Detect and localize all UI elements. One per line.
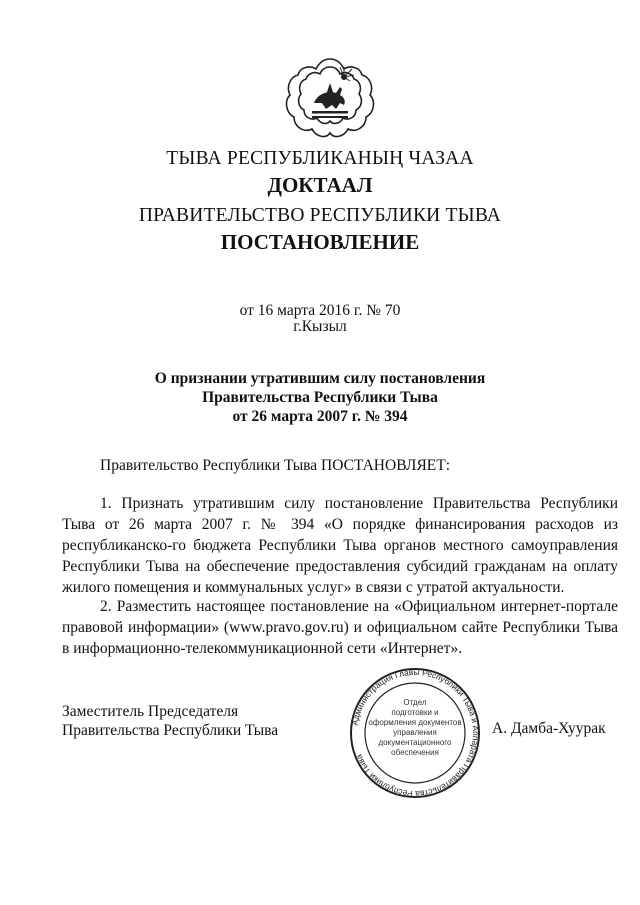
stamp-inner-line-2: подготовки и (391, 708, 439, 717)
preamble: Правительство Республики Тыва ПОСТАНОВЛЯЕТ: (100, 457, 451, 474)
tuvan-document-type: ДОКТААЛ (267, 173, 373, 197)
official-stamp-icon (343, 668, 487, 798)
paragraph-2: 2. Разместить настоящее постановление на «Официальном интернет-портале правовой информации» (www.pravo.gov.ru) и официальном сайте Республики Тыва в информационно-телекоммуникационной сети «Интернет». (62, 598, 618, 657)
stamp-inner-line-1: Отдел (403, 698, 427, 707)
signer-title-line-2: Правительства Республики Тыва (62, 722, 279, 739)
russian-government-title: ПРАВИТЕЛЬСТВО РЕСПУБЛИКИ ТЫВА (138, 205, 502, 226)
stamp-inner-line-5: документационного (378, 738, 452, 747)
document-date-number: от 16 марта 2016 г. № 70 (239, 302, 401, 319)
signer-name: А. Дамба-Хуурак (492, 720, 606, 737)
subject-line-3: от 26 марта 2007 г. № 394 (232, 408, 408, 425)
stamp-inner-line-6: обеспечения (391, 748, 439, 757)
stamp-ring-text: Администрация Главы Республики Тыва и Аппарата Правительства Республики Тыва (349, 668, 482, 798)
document-subject (0, 369, 640, 426)
signer-title (62, 702, 292, 740)
russian-document-type: ПОСТАНОВЛЕНИЕ (220, 230, 420, 254)
signer-title-line-1: Заместитель Председателя (62, 703, 239, 720)
tuvan-government-title: ТЫВА РЕСПУБЛИКАНЫҢ ЧАЗАА (166, 148, 474, 169)
subject-line-1: О признании утратившим силу постановления (154, 370, 486, 387)
paragraph-1: 1. Признать утратившим силу постановление Правительства Республики Тыва от 26 марта 2007 г. № 394 «О порядке финансирования расходов из республиканско-го бюджета Республики Тыва органов местного самоуправления Республики Тыва на обеспечение предоставления субсидий гражданам на оплату жилого помещения и коммунальных услуг» в связи с утратой актуальности. (62, 495, 618, 596)
subject-line-2: Правительства Республики Тыва (202, 389, 438, 406)
stamp-inner-line-3: оформления документов (368, 718, 462, 727)
stamp-inner-line-4: управления (393, 728, 437, 737)
tuva-coat-of-arms-icon (282, 53, 378, 143)
document-city: г.Кызыл (293, 318, 347, 335)
